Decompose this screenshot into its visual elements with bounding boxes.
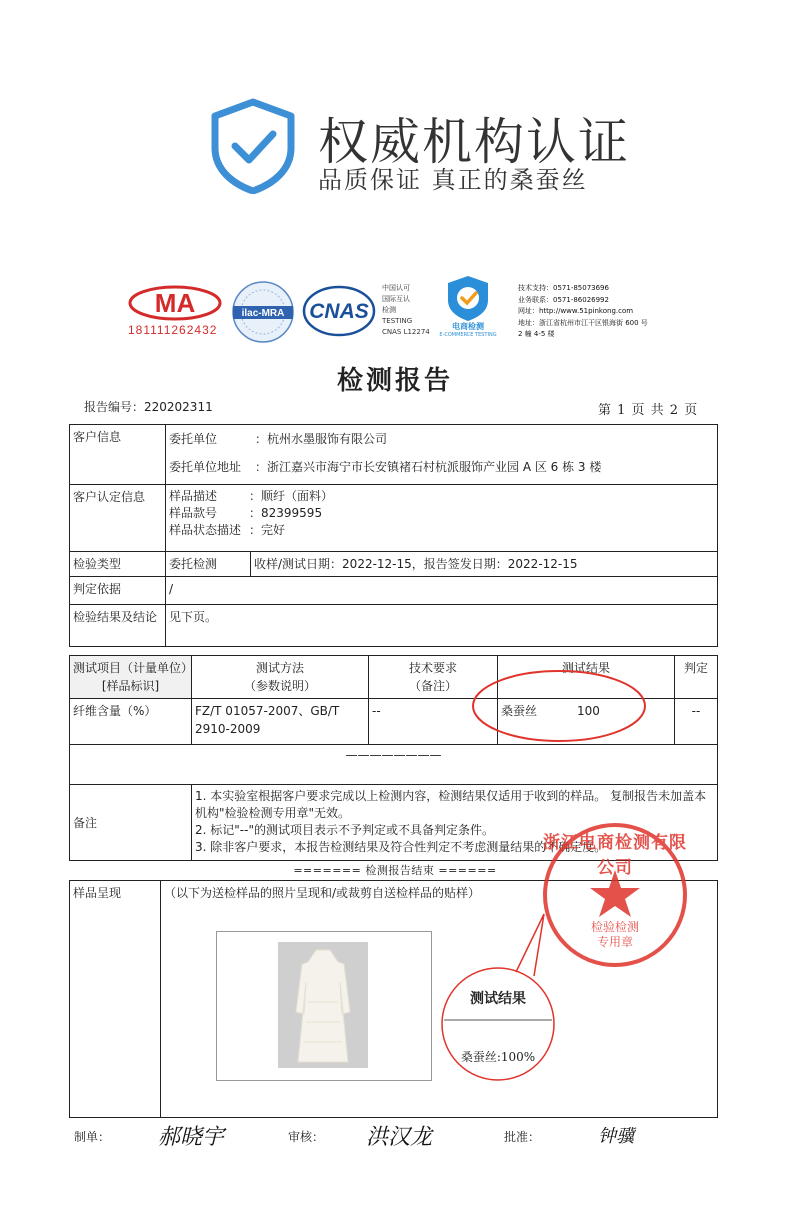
sample-state-label: 样品状态描述: [169, 523, 242, 537]
client-address-row: [169, 453, 714, 481]
sample-section-label: 客户认定信息: [70, 485, 166, 552]
sample-photo-frame: [216, 931, 432, 1081]
header-method-line: 测试方法: [255, 661, 304, 675]
header-method: [192, 656, 369, 699]
cma-code: 181111262432: [128, 323, 218, 337]
basis-value: /: [166, 577, 718, 605]
report-end-marker: ======= 检测报告结束 ======: [293, 864, 497, 877]
client-info-table: [69, 424, 718, 647]
sample-state-value: ：完好: [249, 523, 286, 537]
sample-desc-value: ：顺纡（面料）: [249, 489, 334, 503]
sample-photo: [278, 942, 368, 1068]
cnas-info-line: 国际互认: [382, 295, 410, 303]
svg-text:MA: MA: [154, 288, 196, 318]
result-highlight-oval: [470, 668, 648, 744]
callout-title: 测试结果: [470, 991, 526, 1007]
client-section-label: 客户信息: [70, 425, 166, 485]
shield-check-icon: [207, 98, 299, 194]
contact-line: 2 幢 4-5 楼: [518, 330, 555, 338]
header-judge: 判定: [675, 656, 718, 699]
stamp-center: [540, 920, 690, 950]
notes-label: 备注: [70, 785, 192, 861]
header-item-line: 测试项目（计量单位）: [73, 661, 194, 675]
header-requirement-line: （备注）: [408, 679, 457, 693]
callout-value: 桑蚕丝:100%: [460, 1050, 536, 1064]
header-result: 测试结果: [498, 656, 675, 699]
stamp-center-line: 专用章: [596, 935, 633, 949]
sample-desc-row: [169, 488, 714, 505]
row-method: FZ/T 01057-2007、GB/T 2910-2009: [192, 699, 369, 745]
sample-state-row: [169, 522, 714, 539]
divider-line: ————————: [70, 745, 718, 785]
contact-line: 地址：浙江省杭州市江干区银海街 600 号: [518, 318, 648, 327]
official-stamp: [540, 820, 690, 970]
sample-display-caption: （以下为送检样品的照片呈现和/或裁剪自送检样品的贴样）: [161, 881, 718, 1118]
contact-line: 业务联系：0571-86026992: [518, 295, 609, 304]
result-name: 桑蚕丝: [501, 704, 538, 718]
basis-label: 判定依据: [70, 577, 166, 605]
approve-label: 批准：: [504, 1130, 541, 1144]
contact-line: 技术支持：0571-85073696: [518, 284, 609, 292]
cnas-info-line: 检测: [382, 306, 396, 314]
ecommerce-testing-label: 电商检测: [452, 322, 484, 331]
report-number: 报告编号：220202311: [84, 400, 213, 414]
cnas-info: [382, 283, 430, 338]
sample-desc-label: 样品描述: [169, 489, 218, 503]
ecommerce-testing-logo: [432, 274, 504, 340]
header-item-line: [样品标识]: [101, 679, 160, 693]
ilac-mra-logo: [231, 280, 295, 344]
conclusion-label: 检验结果及结论: [70, 605, 166, 647]
approve-signature: 钟骥: [598, 1126, 634, 1147]
conclusion-value: 见下页。: [166, 605, 718, 647]
note-item: 2. 标记"--"的测试项目表示不予判定或不具备判定条件。: [195, 823, 494, 837]
maker-signature: 郝晓宇: [158, 1125, 225, 1150]
row-judge: --: [675, 699, 718, 745]
contact-line: 网址：http://www.51pinkong.com: [518, 307, 634, 315]
review-signature: 洪汉龙: [366, 1125, 433, 1150]
test-result-callout: [440, 966, 556, 1086]
row-requirement: --: [369, 699, 498, 745]
client-address-value: ：浙江嘉兴市海宁市长安镇褚石村杭派服饰产业园 A 区 6 栋 3 楼: [255, 460, 602, 474]
client-unit-row: [169, 425, 714, 453]
note-item: 1. 本实验室根据客户要求完成以上检测内容，检测结果仅适用于收到的样品。 复制报告未加盖本机构"检验检测专用章"无效。: [195, 789, 707, 820]
sample-display-label: 样品呈现: [70, 881, 161, 1118]
inspection-type-label: 检验类型: [70, 552, 166, 577]
result-value: 100: [577, 704, 600, 718]
client-address-label: 委托单位地址: [169, 460, 242, 474]
report-title: 检测报告: [336, 366, 453, 396]
review-label: 审核：: [288, 1130, 325, 1144]
page-subtitle: 品质保证 真正的桑蚕丝: [318, 166, 588, 194]
svg-text:CNAS: CNAS: [309, 300, 369, 323]
svg-text:ilac-MRA: ilac-MRA: [241, 308, 285, 319]
stamp-center-line: 检验检测: [590, 920, 639, 934]
page-title: 权威机构认证: [318, 113, 630, 171]
client-unit-label: 委托单位: [169, 432, 218, 446]
note-item: 3. 除非客户要求，本报告检测结果及符合性判定不考虑测量结果的不确定度。: [195, 840, 607, 854]
ecommerce-testing-sub: E-COMMERCE TESTING: [439, 332, 497, 338]
header-method-line: （参数说明）: [243, 679, 316, 693]
sample-no-value: ：82399595: [249, 506, 323, 520]
client-unit-value: ：杭州水墨服饰有限公司: [255, 432, 388, 446]
header-item: [70, 656, 192, 699]
sample-no-row: [169, 505, 714, 522]
cnas-logo: [302, 285, 376, 337]
inspection-type-value: 委托检测: [166, 552, 251, 577]
inspection-dates: 收样/测试日期：2022-12-15，报告签发日期：2022-12-15: [251, 552, 718, 577]
contact-info: [518, 283, 648, 341]
stamp-ring-text: 浙江电商检测有限公司: [543, 833, 687, 878]
cnas-info-line: 中国认可: [382, 284, 410, 292]
cnas-info-line: CNAS L12274: [382, 328, 430, 336]
cnas-info-line: TESTING: [382, 317, 413, 325]
cma-logo: [128, 285, 222, 321]
page-number: 第 1 页 共 2 页: [598, 403, 699, 418]
header-requirement-line: 技术要求: [408, 661, 457, 675]
row-item: 纤维含量（%）: [70, 699, 192, 745]
sample-no-label: 样品款号: [169, 506, 218, 520]
maker-label: 制单：: [74, 1130, 111, 1144]
